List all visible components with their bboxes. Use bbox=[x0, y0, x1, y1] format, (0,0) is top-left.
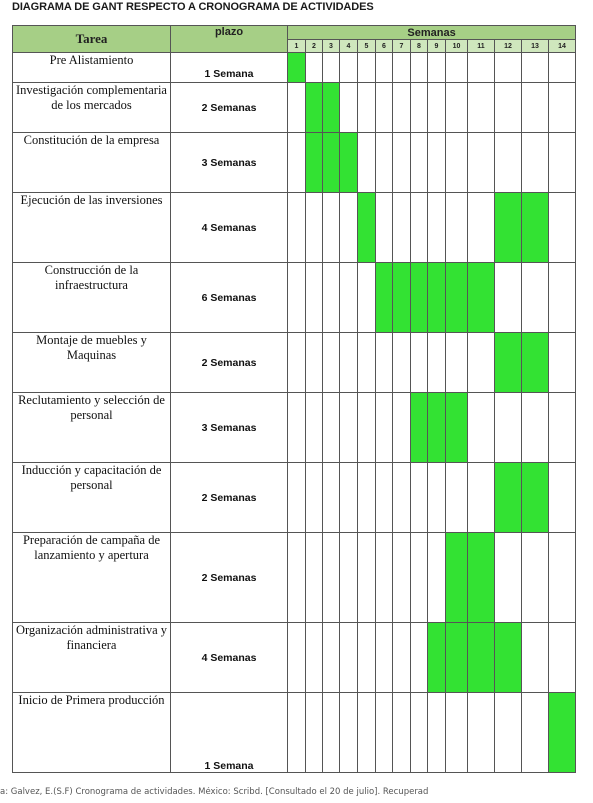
header-plazo: plazo bbox=[171, 26, 288, 53]
gantt-empty-cell bbox=[446, 693, 468, 773]
gantt-empty-cell bbox=[411, 533, 428, 623]
gantt-empty-cell bbox=[358, 333, 376, 393]
gantt-empty-cell bbox=[376, 393, 393, 463]
gantt-empty-cell bbox=[393, 463, 411, 533]
gantt-empty-cell bbox=[428, 53, 446, 83]
gantt-empty-cell bbox=[393, 193, 411, 263]
week-number-4: 4 bbox=[340, 40, 358, 53]
week-number-2: 2 bbox=[306, 40, 323, 53]
gantt-bar-cell bbox=[340, 133, 358, 193]
gantt-bar-cell bbox=[446, 623, 468, 693]
task-name: Inicio de Primera producción bbox=[13, 693, 171, 773]
gantt-empty-cell bbox=[306, 53, 323, 83]
task-row bbox=[13, 193, 576, 263]
gantt-empty-cell bbox=[306, 193, 323, 263]
gantt-empty-cell bbox=[393, 333, 411, 393]
gantt-empty-cell bbox=[446, 53, 468, 83]
gantt-empty-cell bbox=[446, 83, 468, 133]
gantt-empty-cell bbox=[411, 693, 428, 773]
task-duration: 4 Semanas bbox=[171, 623, 288, 693]
task-row bbox=[13, 263, 576, 333]
week-number-14: 14 bbox=[549, 40, 576, 53]
gantt-empty-cell bbox=[376, 83, 393, 133]
gantt-bar-cell bbox=[468, 263, 495, 333]
gantt-empty-cell bbox=[428, 693, 446, 773]
gantt-bar-cell bbox=[306, 133, 323, 193]
gantt-empty-cell bbox=[446, 133, 468, 193]
gantt-empty-cell bbox=[323, 263, 340, 333]
task-duration: 2 Semanas bbox=[171, 83, 288, 133]
gantt-empty-cell bbox=[358, 533, 376, 623]
gantt-empty-cell bbox=[288, 533, 306, 623]
gantt-empty-cell bbox=[393, 53, 411, 83]
header-row bbox=[13, 26, 576, 40]
task-duration: 3 Semanas bbox=[171, 393, 288, 463]
gantt-empty-cell bbox=[288, 193, 306, 263]
gantt-empty-cell bbox=[495, 133, 522, 193]
gantt-empty-cell bbox=[428, 333, 446, 393]
header-task: Tarea bbox=[13, 26, 171, 53]
gantt-empty-cell bbox=[306, 333, 323, 393]
gantt-empty-cell bbox=[358, 83, 376, 133]
gantt-bar-cell bbox=[446, 393, 468, 463]
gantt-bar-cell bbox=[446, 263, 468, 333]
gantt-empty-cell bbox=[323, 693, 340, 773]
gantt-empty-cell bbox=[288, 623, 306, 693]
gantt-empty-cell bbox=[340, 393, 358, 463]
task-name: Reclutamiento y selección de personal bbox=[13, 393, 171, 463]
task-duration: 2 Semanas bbox=[171, 533, 288, 623]
gantt-empty-cell bbox=[288, 263, 306, 333]
gantt-bar-cell bbox=[446, 533, 468, 623]
task-duration: 3 Semanas bbox=[171, 133, 288, 193]
gantt-empty-cell bbox=[288, 393, 306, 463]
gantt-bar-cell bbox=[411, 393, 428, 463]
task-name: Inducción y capacitación de personal bbox=[13, 463, 171, 533]
gantt-empty-cell bbox=[306, 463, 323, 533]
gantt-empty-cell bbox=[522, 263, 549, 333]
gantt-bar-cell bbox=[323, 133, 340, 193]
gantt-empty-cell bbox=[340, 53, 358, 83]
gantt-empty-cell bbox=[495, 83, 522, 133]
gantt-empty-cell bbox=[340, 83, 358, 133]
gantt-empty-cell bbox=[549, 393, 576, 463]
gantt-empty-cell bbox=[468, 333, 495, 393]
gantt-bar-cell bbox=[495, 333, 522, 393]
gantt-empty-cell bbox=[468, 53, 495, 83]
gantt-empty-cell bbox=[428, 133, 446, 193]
gantt-bar-cell bbox=[522, 333, 549, 393]
gantt-empty-cell bbox=[468, 133, 495, 193]
gantt-bar-cell bbox=[393, 263, 411, 333]
task-row bbox=[13, 533, 576, 623]
gantt-empty-cell bbox=[495, 693, 522, 773]
gantt-empty-cell bbox=[393, 133, 411, 193]
gantt-empty-cell bbox=[323, 393, 340, 463]
week-number-12: 12 bbox=[495, 40, 522, 53]
gantt-empty-cell bbox=[549, 83, 576, 133]
gantt-bar-cell bbox=[376, 263, 393, 333]
gantt-bar-cell bbox=[288, 53, 306, 83]
task-row bbox=[13, 53, 576, 83]
gantt-empty-cell bbox=[495, 263, 522, 333]
week-number-8: 8 bbox=[411, 40, 428, 53]
week-number-11: 11 bbox=[468, 40, 495, 53]
task-duration: 2 Semanas bbox=[171, 333, 288, 393]
gantt-empty-cell bbox=[376, 463, 393, 533]
gantt-empty-cell bbox=[522, 133, 549, 193]
source-citation: a: Galvez, E.(S.F) Cronograma de actividades. México: Scribd. [Consultado el 20 de julio]. Recuperad bbox=[0, 787, 429, 797]
task-row bbox=[13, 693, 576, 773]
task-name: Pre Alistamiento bbox=[13, 53, 171, 83]
gantt-empty-cell bbox=[288, 83, 306, 133]
gantt-empty-cell bbox=[288, 693, 306, 773]
gantt-empty-cell bbox=[411, 83, 428, 133]
task-duration: 4 Semanas bbox=[171, 193, 288, 263]
gantt-empty-cell bbox=[468, 693, 495, 773]
gantt-bar-cell bbox=[522, 193, 549, 263]
gantt-empty-cell bbox=[468, 83, 495, 133]
gantt-empty-cell bbox=[468, 463, 495, 533]
task-row bbox=[13, 133, 576, 193]
gantt-empty-cell bbox=[340, 263, 358, 333]
gantt-empty-cell bbox=[288, 133, 306, 193]
week-number-3: 3 bbox=[323, 40, 340, 53]
gantt-bar-cell bbox=[495, 623, 522, 693]
gantt-empty-cell bbox=[468, 193, 495, 263]
gantt-bar-cell bbox=[495, 193, 522, 263]
gantt-empty-cell bbox=[323, 463, 340, 533]
gantt-empty-cell bbox=[358, 623, 376, 693]
gantt-empty-cell bbox=[428, 193, 446, 263]
document-title: DIAGRAMA DE GANT RESPECTO A CRONOGRAMA DE ACTIVIDADES bbox=[12, 1, 374, 13]
gantt-bar-cell bbox=[428, 393, 446, 463]
gantt-empty-cell bbox=[522, 693, 549, 773]
gantt-empty-cell bbox=[411, 333, 428, 393]
gantt-empty-cell bbox=[549, 463, 576, 533]
gantt-empty-cell bbox=[306, 533, 323, 623]
gantt-bar-cell bbox=[411, 263, 428, 333]
task-name: Montaje de muebles y Maquinas bbox=[13, 333, 171, 393]
gantt-empty-cell bbox=[358, 133, 376, 193]
gantt-empty-cell bbox=[549, 133, 576, 193]
gantt-empty-cell bbox=[358, 463, 376, 533]
gantt-empty-cell bbox=[288, 463, 306, 533]
gantt-empty-cell bbox=[393, 393, 411, 463]
week-number-6: 6 bbox=[376, 40, 393, 53]
task-row bbox=[13, 623, 576, 693]
gantt-empty-cell bbox=[358, 393, 376, 463]
gantt-empty-cell bbox=[393, 693, 411, 773]
gantt-empty-cell bbox=[549, 333, 576, 393]
gantt-empty-cell bbox=[340, 533, 358, 623]
gantt-empty-cell bbox=[522, 533, 549, 623]
gantt-empty-cell bbox=[428, 83, 446, 133]
gantt-empty-cell bbox=[340, 623, 358, 693]
gantt-empty-cell bbox=[358, 53, 376, 83]
gantt-empty-cell bbox=[549, 533, 576, 623]
week-number-10: 10 bbox=[446, 40, 468, 53]
gantt-empty-cell bbox=[411, 193, 428, 263]
header-semanas: Semanas bbox=[288, 26, 576, 40]
task-duration: 1 Semana bbox=[171, 53, 288, 83]
gantt-empty-cell bbox=[376, 693, 393, 773]
gantt-empty-cell bbox=[340, 693, 358, 773]
week-number-1: 1 bbox=[288, 40, 306, 53]
gantt-empty-cell bbox=[411, 463, 428, 533]
week-number-13: 13 bbox=[522, 40, 549, 53]
task-row bbox=[13, 333, 576, 393]
gantt-empty-cell bbox=[495, 53, 522, 83]
task-name: Organización administrativa y financiera bbox=[13, 623, 171, 693]
gantt-empty-cell bbox=[358, 693, 376, 773]
gantt-empty-cell bbox=[446, 463, 468, 533]
gantt-empty-cell bbox=[495, 533, 522, 623]
task-row bbox=[13, 393, 576, 463]
gantt-bar-cell bbox=[306, 83, 323, 133]
gantt-empty-cell bbox=[323, 333, 340, 393]
gantt-empty-cell bbox=[340, 333, 358, 393]
task-duration: 1 Semana bbox=[171, 693, 288, 773]
gantt-empty-cell bbox=[411, 623, 428, 693]
gantt-empty-cell bbox=[549, 623, 576, 693]
task-name: Ejecución de las inversiones bbox=[13, 193, 171, 263]
gantt-bar-cell bbox=[468, 623, 495, 693]
week-number-9: 9 bbox=[428, 40, 446, 53]
gantt-empty-cell bbox=[468, 393, 495, 463]
gantt-empty-cell bbox=[393, 623, 411, 693]
gantt-empty-cell bbox=[549, 193, 576, 263]
task-row bbox=[13, 83, 576, 133]
gantt-empty-cell bbox=[549, 263, 576, 333]
gantt-bar-cell bbox=[323, 83, 340, 133]
gantt-empty-cell bbox=[323, 193, 340, 263]
gantt-empty-cell bbox=[306, 393, 323, 463]
gantt-empty-cell bbox=[340, 193, 358, 263]
gantt-empty-cell bbox=[376, 623, 393, 693]
gantt-empty-cell bbox=[393, 83, 411, 133]
task-name: Construcción de la infraestructura bbox=[13, 263, 171, 333]
gantt-empty-cell bbox=[411, 53, 428, 83]
gantt-empty-cell bbox=[376, 333, 393, 393]
task-duration: 2 Semanas bbox=[171, 463, 288, 533]
task-duration: 6 Semanas bbox=[171, 263, 288, 333]
gantt-bar-cell bbox=[522, 463, 549, 533]
gantt-empty-cell bbox=[376, 193, 393, 263]
gantt-empty-cell bbox=[549, 53, 576, 83]
gantt-empty-cell bbox=[522, 53, 549, 83]
gantt-empty-cell bbox=[376, 133, 393, 193]
week-number-7: 7 bbox=[393, 40, 411, 53]
gantt-bar-cell bbox=[549, 693, 576, 773]
gantt-empty-cell bbox=[522, 83, 549, 133]
gantt-table bbox=[12, 25, 576, 773]
gantt-empty-cell bbox=[306, 263, 323, 333]
gantt-bar-cell bbox=[428, 263, 446, 333]
gantt-empty-cell bbox=[393, 533, 411, 623]
gantt-empty-cell bbox=[323, 53, 340, 83]
task-name: Preparación de campaña de lanzamiento y apertura bbox=[13, 533, 171, 623]
gantt-empty-cell bbox=[340, 463, 358, 533]
gantt-empty-cell bbox=[522, 623, 549, 693]
task-name: Constitución de la empresa bbox=[13, 133, 171, 193]
gantt-empty-cell bbox=[288, 333, 306, 393]
gantt-empty-cell bbox=[495, 393, 522, 463]
gantt-empty-cell bbox=[428, 463, 446, 533]
task-name: Investigación complementaria de los mercados bbox=[13, 83, 171, 133]
gantt-empty-cell bbox=[358, 263, 376, 333]
gantt-empty-cell bbox=[446, 193, 468, 263]
gantt-bar-cell bbox=[358, 193, 376, 263]
gantt-empty-cell bbox=[446, 333, 468, 393]
gantt-empty-cell bbox=[411, 133, 428, 193]
gantt-empty-cell bbox=[376, 53, 393, 83]
gantt-empty-cell bbox=[376, 533, 393, 623]
gantt-empty-cell bbox=[323, 533, 340, 623]
week-number-5: 5 bbox=[358, 40, 376, 53]
gantt-bar-cell bbox=[428, 623, 446, 693]
gantt-empty-cell bbox=[323, 623, 340, 693]
gantt-empty-cell bbox=[306, 623, 323, 693]
gantt-bar-cell bbox=[468, 533, 495, 623]
gantt-bar-cell bbox=[495, 463, 522, 533]
gantt-empty-cell bbox=[522, 393, 549, 463]
gantt-empty-cell bbox=[306, 693, 323, 773]
task-row bbox=[13, 463, 576, 533]
gantt-empty-cell bbox=[428, 533, 446, 623]
